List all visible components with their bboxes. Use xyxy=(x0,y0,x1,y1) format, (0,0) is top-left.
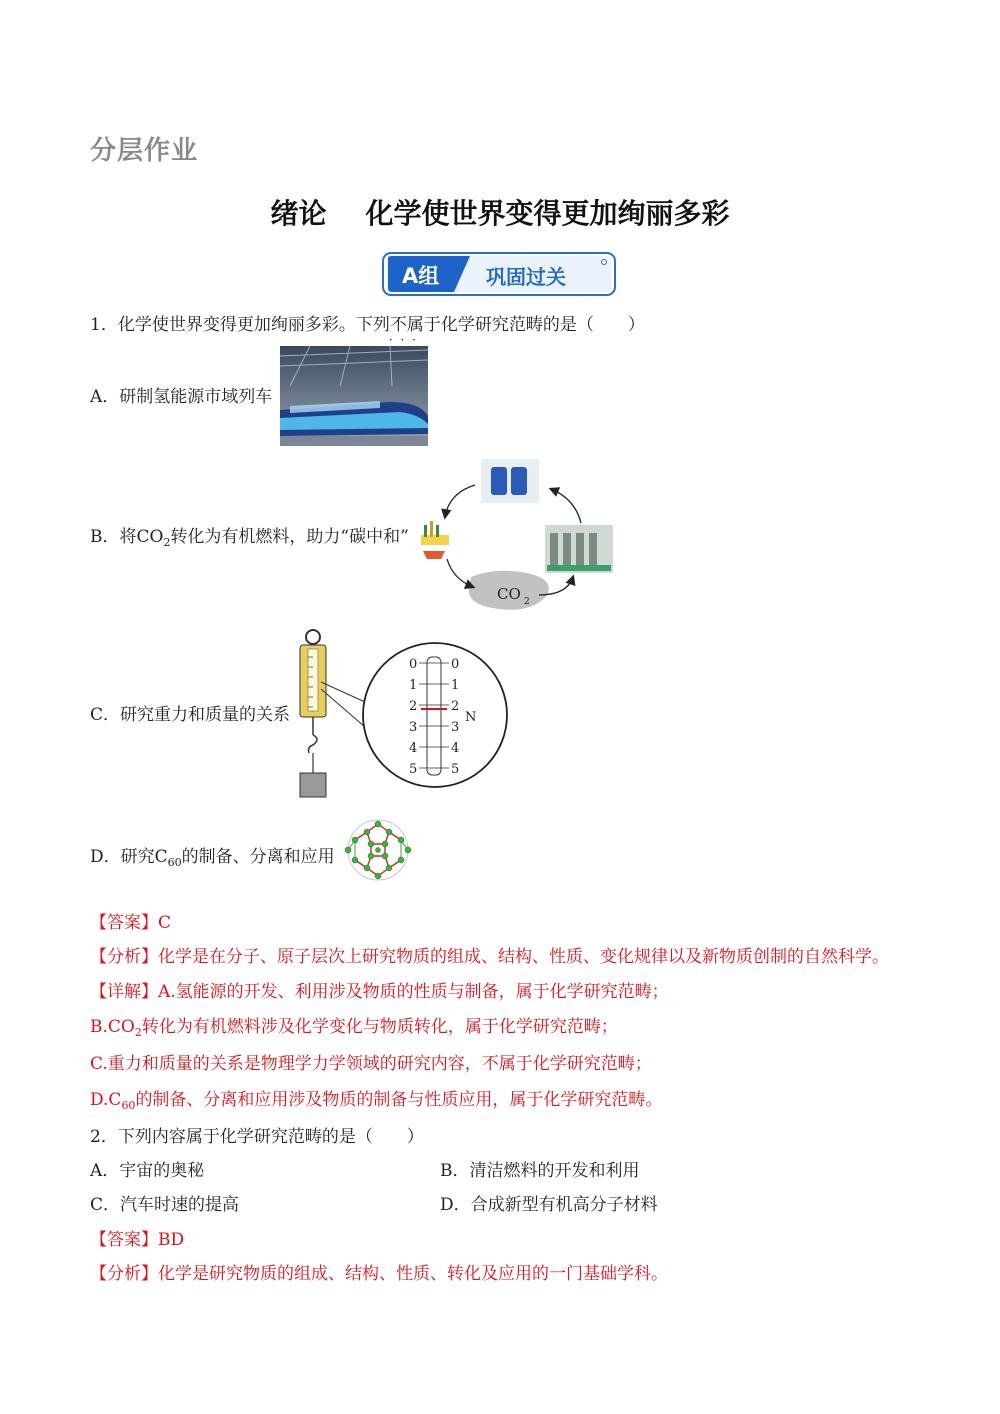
group-banner xyxy=(382,250,617,298)
q1-option-d: D．研究$C_{60}$的制备、分离和应用 xyxy=(90,847,335,869)
q1-detail-b: $B.CO_2$转化为有机燃料涉及化学变化与物质转化，属于化学研究范畴； xyxy=(90,1017,618,1039)
q2-option-d: D．合成新型有机高分子材料 xyxy=(440,1195,658,1215)
svg-text:5: 5 xyxy=(451,762,460,777)
q1-emphasis: 不属于 · · · xyxy=(390,315,441,335)
svg-text:1: 1 xyxy=(409,678,418,693)
svg-text:2: 2 xyxy=(451,699,460,714)
q1-detail-c: C.重力和质量的关系是物理学力学领域的研究内容，不属于化学研究范畴； xyxy=(90,1054,652,1074)
q1-stem: 1．化学使世界变得更加绚丽多彩。下列不属于 · · ·化学研究范畴的是（ ） xyxy=(90,314,645,336)
q1-option-a: A．研制氢能源市域列车 xyxy=(90,387,273,407)
svg-text:4: 4 xyxy=(451,741,460,756)
q1-answer: 【答案】C xyxy=(90,913,172,933)
svg-text:5: 5 xyxy=(409,762,418,777)
q2-answer: 【答案】BD xyxy=(90,1230,185,1250)
q1-option-b: B．将$CO_2$转化为有机燃料，助力“碳中和” xyxy=(90,527,409,549)
svg-text:3: 3 xyxy=(409,720,418,735)
svg-text:0: 0 xyxy=(451,657,460,672)
page-title: 绪论 化学使世界变得更加绚丽多彩 xyxy=(270,197,730,230)
train-image xyxy=(280,346,428,446)
q2-stem: 2．下列内容属于化学研究范畴的是（ ） xyxy=(90,1127,424,1147)
carbon-cycle-diagram xyxy=(415,455,620,620)
unit-label: N xyxy=(465,710,477,725)
q1-option-c: C．研究重力和质量的关系 xyxy=(90,705,291,725)
c60-molecule-image xyxy=(343,810,413,890)
q2-analysis: 【分析】化学是研究物质的组成、结构、性质、转化及应用的一门基础学科。 xyxy=(90,1264,668,1284)
svg-text:3: 3 xyxy=(451,720,460,735)
svg-text:4: 4 xyxy=(409,741,418,756)
q1-detail-d: $D.C_{60}$的制备、分离和应用涉及物质的制备与性质应用，属于化学研究范畴。 xyxy=(90,1090,663,1112)
section-header: 分层作业 xyxy=(90,136,199,166)
q2-option-c: C．汽车时速的提高 xyxy=(90,1195,240,1215)
q1-analysis: 【分析】化学是在分子、原子层次上研究物质的组成、结构、性质、变化规律以及新物质创制的自然科学。 xyxy=(90,947,889,967)
svg-text:2: 2 xyxy=(524,597,530,607)
q2-option-a: A．宇宙的奥秘 xyxy=(90,1161,205,1181)
svg-text:1: 1 xyxy=(451,678,460,693)
svg-text:2: 2 xyxy=(409,699,418,714)
svg-text:0: 0 xyxy=(409,657,418,672)
group-title: 巩固过关 xyxy=(486,265,566,289)
q1-detail-a: 【详解】A.氢能源的开发、利用涉及物质的性质与制备，属于化学研究范畴； xyxy=(90,982,669,1002)
group-tag: A组 xyxy=(402,264,440,288)
q2-option-b: B．清洁燃料的开发和利用 xyxy=(440,1161,640,1181)
co2-label: CO xyxy=(497,585,521,603)
spring-scale-diagram xyxy=(295,627,515,802)
